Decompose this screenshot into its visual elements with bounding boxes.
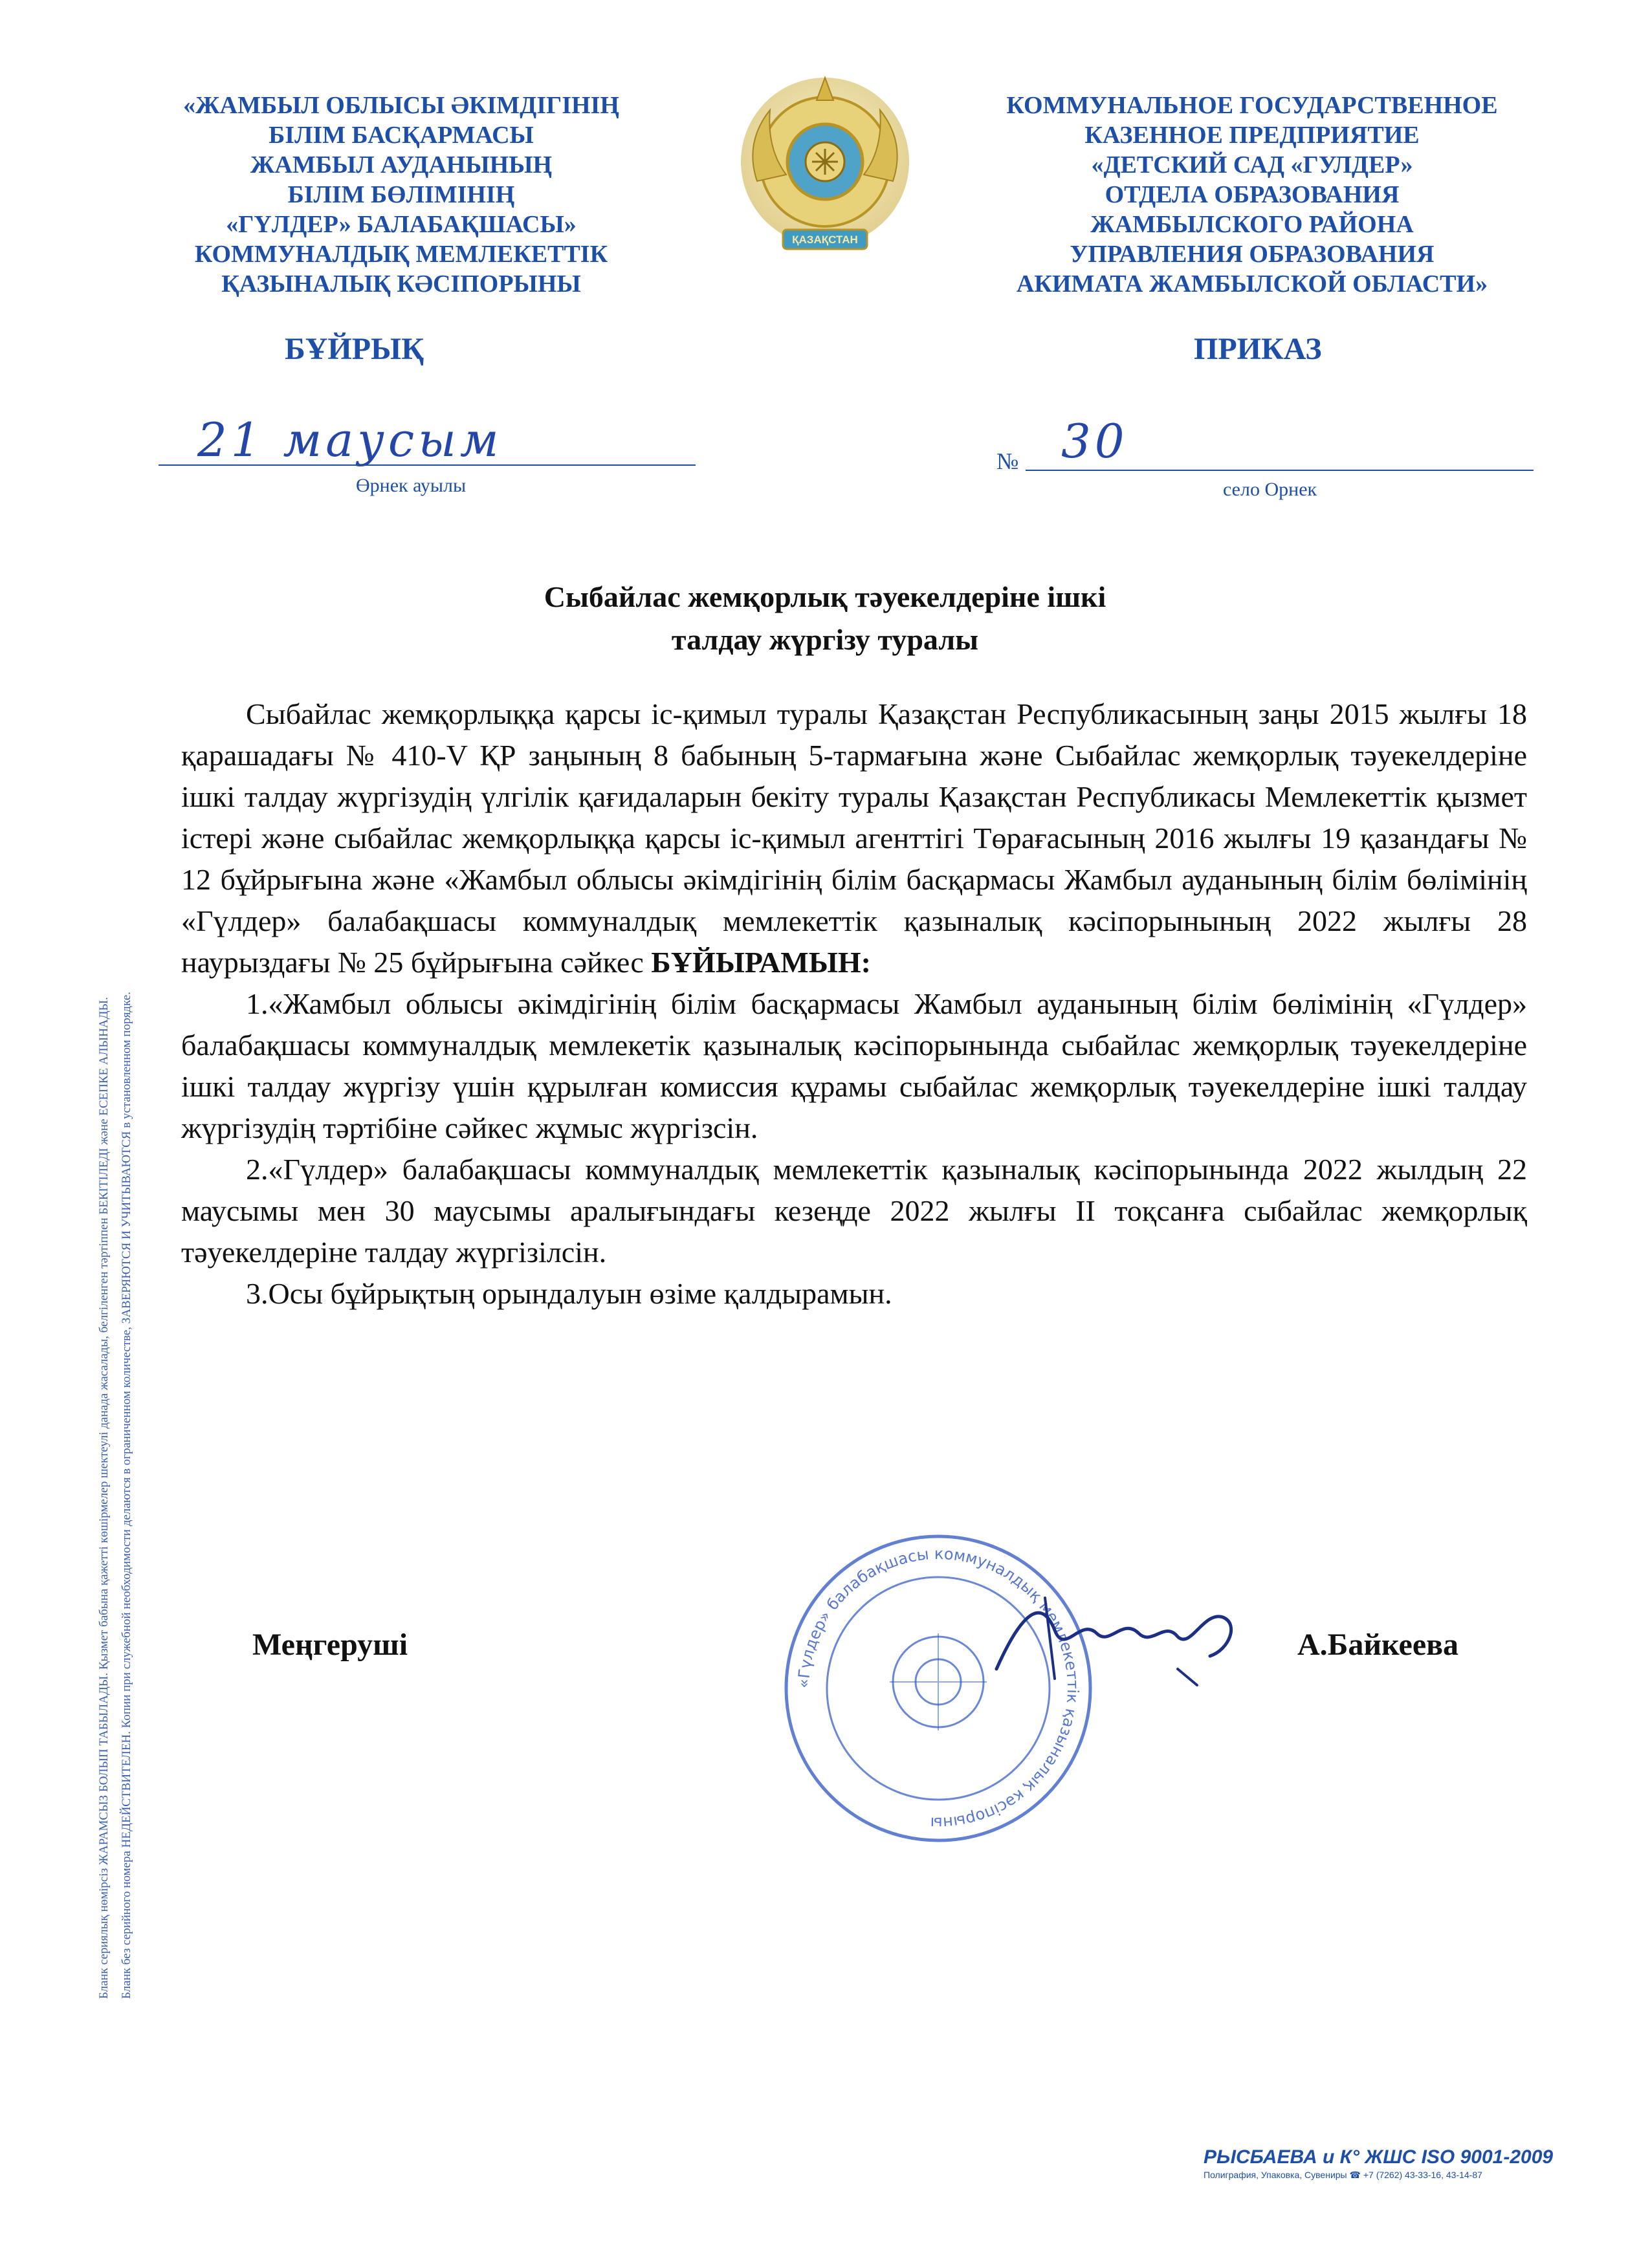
item-2: 2.«Гүлдер» балабақшасы коммуналдық мемлекеттік қазыналық кәсіпорынында 2022 жылдың 22 маусымы мен 30 маусымы аралығындағы кезеңде 2022 жылғы ІІ тоқсанға сыбайлас жемқорлық тәуекелдеріне талдау жүргізілсін.	[181, 1153, 1527, 1269]
org-kk-line: «ГҮЛДЕР» БАЛАБАҚШАСЫ»	[226, 211, 577, 238]
printer-address: Полиграфия, Упаковка, Сувениры ☎ +7 (7262) 43-33-16, 43-14-87	[1204, 2170, 1482, 2180]
intro-text: Сыбайлас жемқорлыққа қарсы іс-қимыл туралы Қазақстан Республикасының заңы 2015 жылғы 18 қарашадағы № 410-V ҚР заңының 8 бабының 5-тармағына және Сыбайлас жемқорлық тәуекелдеріне ішкі талдау жүргізудің үлгілік қағидаларын бекіту туралы Қазақстан Республикасы Мемлекеттік қызмет істері және сыбайлас жемқорлыққа қарсы іс-қимыл агенттігі Төрағасының 2016 жылғы 19 қазандағы № 12 бұйрығына және «Жамбыл облысы әкімдігінің білім басқармасы Жамбыл ауданының білім бөлімінің «Гүлдер» балабақшасы коммуналдық мемлекеттік қазыналық кәсіпорынының 2022 жылғы 28 наурыздағы № 25 бұйрығына сәйкес	[181, 697, 1527, 979]
command-word: БҰЙЫРАМЫН:	[651, 946, 871, 979]
org-ru-line: УПРАВЛЕНИЯ ОБРАЗОВАНИЯ	[1070, 241, 1435, 268]
signatory-position: Меңгеруші	[252, 1628, 408, 1662]
signatory-name: А.Байкеева	[1297, 1628, 1459, 1662]
item-3: 3.Осы бұйрықтың орындалуын өзіме қалдырамын.	[246, 1277, 892, 1310]
handwritten-date: 21 маусым	[197, 413, 503, 467]
title-line: талдау жүргізу туралы	[671, 623, 979, 656]
handwritten-number: 30	[1061, 414, 1128, 468]
org-kk-line: «ЖАМБЫЛ ОБЛЫСЫ ӘКІМДІГІНІҢ	[183, 92, 619, 119]
org-name-kazakh	[149, 91, 654, 299]
org-kk-line: БІЛІМ БӨЛІМІНІҢ	[287, 181, 515, 208]
org-ru-line: АКИМАТА ЖАМБЫЛСКОЙ ОБЛАСТИ»	[1016, 270, 1488, 298]
number-line	[1026, 470, 1534, 471]
org-ru-line: ОТДЕЛА ОБРАЗОВАНИЯ	[1105, 181, 1400, 208]
org-kk-line: БІЛІМ БАСҚАРМАСЫ	[269, 122, 534, 149]
org-ru-line: «ДЕТСКИЙ САД «ГУЛДЕР»	[1091, 151, 1413, 179]
document-title	[324, 576, 1326, 661]
number-prefix: №	[996, 448, 1019, 474]
handwritten-signature	[984, 1572, 1255, 1701]
org-ru-line: КОММУНАЛЬНОЕ ГОСУДАРСТВЕННОЕ	[1006, 92, 1498, 119]
place-kazakh: Өрнек ауылы	[356, 475, 467, 496]
org-kk-line: КОММУНАЛДЫҚ МЕМЛЕКЕТТІК	[194, 241, 608, 268]
org-kk-line: ҚАЗЫНАЛЫҚ КӘСІПОРЫНЫ	[221, 270, 581, 298]
emblem-label: ҚАЗАҚСТАН	[792, 234, 858, 246]
org-name-russian	[984, 91, 1521, 299]
place-russian: село Орнек	[1223, 479, 1317, 500]
order-title-russian: ПРИКАЗ	[1194, 332, 1322, 366]
printer-logo: РЫСБАЕВА и К° ЖШС ISO 9001-2009	[1204, 2146, 1554, 2168]
org-ru-line: ЖАМБЫЛСКОГО РАЙОНА	[1090, 211, 1414, 238]
org-ru-line: КАЗЕННОЕ ПРЕДПРИЯТИЕ	[1084, 122, 1420, 149]
side-note-russian: Бланк без серийного номера НЕДЕЙСТВИТЕЛЕН. Копии при служебной необходимости делаются в ограниченном количестве, ЗАВЕРЯЮТСЯ И УЧИТЫВАЮТСЯ в установленном порядке.	[120, 992, 133, 1999]
date-line	[159, 464, 696, 466]
order-title-kazakh: БҰЙРЫҚ	[285, 332, 424, 366]
printer-footer	[1204, 2146, 1553, 2181]
title-line: Сыбайлас жемқорлық тәуекелдеріне ішкі	[544, 580, 1106, 613]
intro-paragraph	[181, 693, 1527, 983]
org-kk-line: ЖАМБЫЛ АУДАНЫНЫҢ	[250, 151, 553, 179]
stamp-ring-text: «Гүлдер» балабақшасы коммуналдық мемлекеттік қазыналық кәсіпорыны	[794, 1544, 1083, 1833]
state-emblem	[731, 65, 919, 278]
side-note-kazakh: Бланк сериялық нөмірсіз ЖАРАМСЫЗ БОЛЫП ТАБЫЛАДЫ. Қызмет бабына қажетті көшірмелер шектеулі данада жасалады, белгіленген тәртіппен БЕКІТІЛЕДІ және ЕСЕПКЕ АЛЫНАДЫ.	[97, 997, 111, 1999]
document-body	[181, 693, 1527, 1314]
item-1: 1.«Жамбыл облысы әкімдігінің білім басқармасы Жамбыл ауданының білім бөлімінің «Гүлдер» балабақшасы коммуналдық мемлекетік қазыналық кәсіпорынында сыбайлас жемқорлық тәуекелдеріне ішкі талдау жүргізу үшін құрылған комиссия құрамы сыбайлас жемқорлық тәуекелдеріне ішкі талдау жүргізудің тәртібіне сәйкес жұмыс жүргізсін.	[181, 987, 1527, 1144]
